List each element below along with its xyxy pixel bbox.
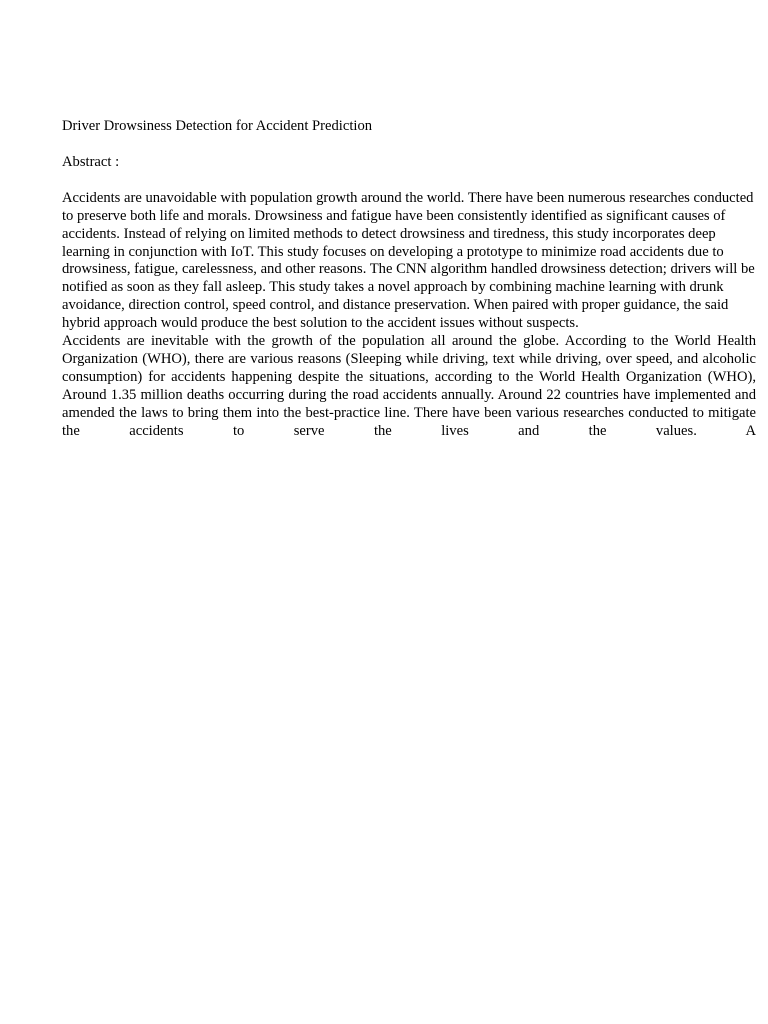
abstract-label: Abstract : (62, 153, 120, 170)
document-title: Driver Drowsiness Detection for Accident Prediction (62, 118, 373, 134)
document-body (62, 118, 756, 441)
body-paragraph: Accidents are inevitable with the growth of the population all around the globe. According to the World Health Organization (WHO), there are various reasons (Sleeping while driving, text while driving, over speed, and alcoholic consumption) for accidents happening despite the situations, according to the World Health Organization (WHO), Around 1.35 million deaths occurring during the road accidents annually. Around 22 countries have implemented and amended the laws to bring them into the best-practice line. There have been various researches conducted to mitigate the accidents to serve the lives and the values. A (62, 333, 756, 439)
abstract-paragraph: Accidents are unavoidable with population growth around the world. There have been numerous researches conducted to preserve both life and morals. Drowsiness and fatigue have been consistently identified as significant causes of accidents. Instead of relying on limited methods to detect drowsiness and tiredness, this study incorporates deep learning in conjunction with IoT. This study focuses on developing a prototype to minimize road accidents due to drowsiness, fatigue, carelessness, and other reasons. The CNN algorithm handled drowsiness detection; drivers will be notified as soon as they fall asleep. This study takes a novel approach by combining machine learning with drunk avoidance, direction control, speed control, and distance preservation. When paired with proper guidance, the said hybrid approach would produce the best solution to the accident issues without suspects. (62, 189, 755, 332)
